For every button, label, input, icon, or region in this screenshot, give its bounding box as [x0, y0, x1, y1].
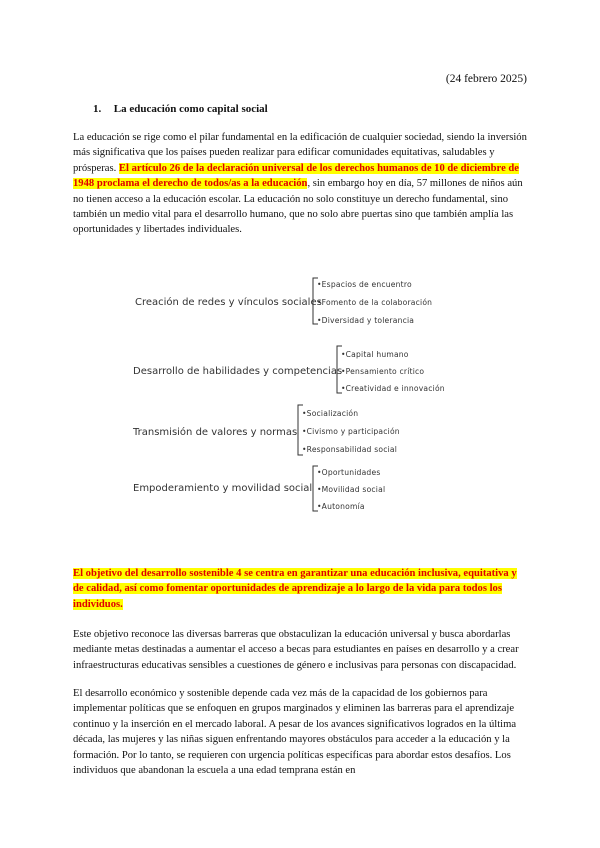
intro-paragraph: [73, 130, 528, 238]
category-empoderamiento: Empoderamiento y movilidad social: [133, 483, 313, 494]
ods-paragraph: [73, 566, 528, 612]
social-capital-diagram: [0, 270, 600, 530]
body-paragraph-2: El desarrollo económico y sostenible depende cada vez más de la capacidad de los gobiernos para implementar políticas que se enfoquen en grupos marginados y eliminen las barreras para el aprendizaje continuo y la inserción en el mercado laboral. A pesar de los avances significativos logrados en la última década, las mujeres y las niñas siguen enfrentando mayores obstáculos para acceder a la educación y la formación. Por lo tanto, se requieren con urgencia políticas específicas para abordar estos desafíos. Los individuos que abandonan la escuela a una edad temprana están en: [73, 688, 517, 777]
intro-highlight: El artículo 26 de la declaración universal de los derechos humanos de 10 de diciembre de 1948 proclama el derecho de todos/as a la educación: [73, 162, 520, 190]
item-diversidad: •Diversidad y tolerancia: [317, 316, 415, 325]
item-socializacion: •Socialización: [302, 409, 359, 418]
intro-text-after: , sin embargo hoy en día, 57 millones de niños aún no tienen acceso a la educación escolar. La educación no solo constituye un derecho fundamental, sino también un medio vital para el desarrollo humano, que no solo abre puertas sino que también amplía las oportunidades y libertades individuales.: [73, 178, 523, 236]
intro-text-before: La educación se rige como el pilar fundamental en la edificación de cualquier sociedad, siendo la inversión más significativa que los países pueden realizar para edificar comunidades equitativas, saludables y prósperas.: [73, 132, 527, 174]
section-title: La educación como capital social: [113, 103, 268, 115]
body-paragraph-1: Este objetivo reconoce las diversas barreras que obstaculizan la educación universal y busca abordarlas mediante metas destinadas a aumentar el acceso a becas para estudiantes en países en desarrollo y a crear infraestructuras educativas sensibles a cuestiones de género e inclusivas para personas con discapacidad.: [73, 629, 519, 671]
ods-highlight: El objetivo del desarrollo sostenible 4 se centra en garantizar una educación inclusiva, equitativa y de calidad, así como fomentar oportunidades de aprendizaje a lo largo de la vida para todos los individuos.: [73, 568, 517, 610]
item-autonomia: •Autonomía: [317, 502, 365, 511]
category-valores: Transmisión de valores y normas: [133, 427, 298, 438]
item-civismo: •Civismo y participación: [302, 427, 400, 436]
item-responsabilidad: •Responsabilidad social: [302, 445, 398, 454]
item-pensamiento: •Pensamiento crítico: [341, 367, 425, 376]
item-capital-humano: •Capital humano: [341, 350, 409, 359]
item-movilidad: •Movilidad social: [317, 485, 386, 494]
item-oportunidades: •Oportunidades: [317, 468, 381, 477]
category-habilidades: Desarrollo de habilidades y competencias: [133, 366, 343, 377]
item-espacios: •Espacios de encuentro: [317, 280, 412, 289]
category-redes: Creación de redes y vínculos sociales: [135, 297, 322, 308]
document-date: (24 febrero 2025): [445, 73, 527, 85]
item-creatividad: •Creatividad e innovación: [341, 384, 445, 393]
section-heading: [93, 103, 268, 115]
item-fomento: •Fomento de la colaboración: [317, 298, 433, 307]
section-number: 1.: [93, 103, 102, 115]
